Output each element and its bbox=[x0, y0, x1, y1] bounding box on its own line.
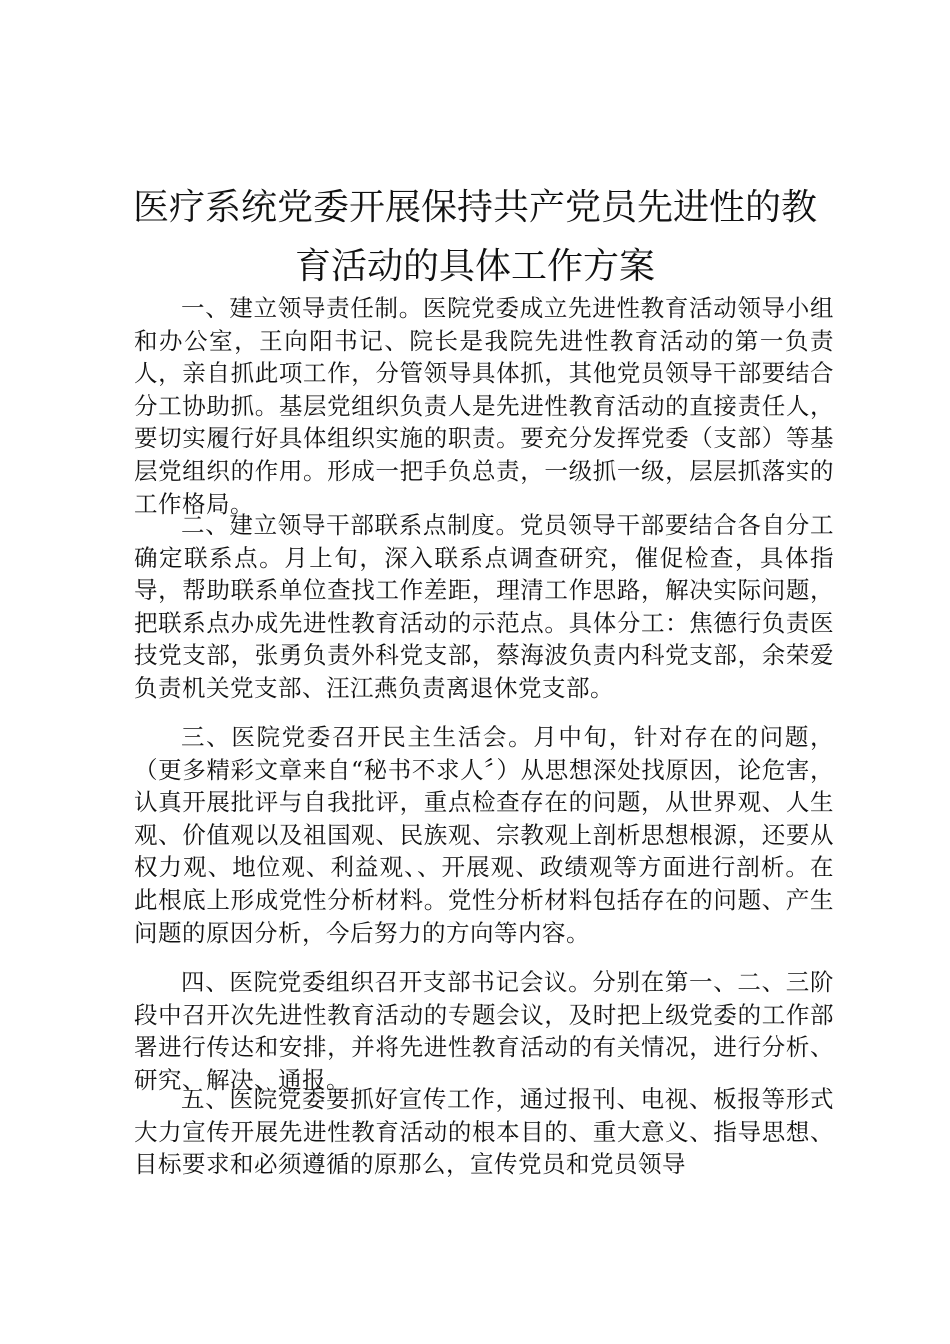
document-title-line-2: 育活动的具体工作方案 bbox=[294, 246, 655, 287]
paragraph-leadership-responsibility: 一、建立领导责任制。医院党委成立先进性教育活动领导小组和办公室，王向阳书记、院长是我院先进性教育活动的第一负责人，亲自抓此项工作，分管领导具体抓，其他党员领导干部要结合分工协助抓。基层党组织负责人是先进性教育活动的直接责任人，要切实履行好具体组织实施的职责。要充分发挥党委（支部）等基层党组织的作用。形成一把手负总责，一级抓一级，层层抓落实的工作格局。 bbox=[134, 294, 834, 518]
paragraph-publicity-work: 五、医院党委要抓好宣传工作，通过报刊、电视、板报等形式大力宣传开展先进性教育活动的根本目的、重大意义、指导思想、目标要求和必须遵循的原那么，宣传党员和党员领导 bbox=[134, 1085, 834, 1179]
paragraph-democratic-life-meeting: 三、医院党委召开民主生活会。月中旬，针对存在的问题，（更多精彩文章来自“秘书不求人〞）从思想深处找原因，论危害，认真开展批评与自我批评，重点检查存在的问题，从世界观、人生观、价值观以及祖国观、民族观、宗教观上剖析思想根源，还要从权力观、地位观、利益观、、开展观、政绩观等方面进行剖析。在此根底上形成党性分析材料。党性分析材料包括存在的问题、产生问题的原因分析，今后努力的方向等内容。 bbox=[134, 723, 834, 947]
document-title-line-1: 医疗系统党委开展保持共产党员先进性的教 bbox=[132, 187, 817, 228]
paragraph-branch-secretary-meeting: 四、医院党委组织召开支部书记会议。分别在第一、二、三阶段中召开次先进性教育活动的专题会议，及时把上级党委的工作部署进行传达和安排，并将先进性教育活动的有关情况，进行分析、研究、解决、通报。 bbox=[134, 968, 834, 1094]
paragraph-contact-point-system: 二、建立领导干部联系点制度。党员领导干部要结合各自分工确定联系点。月上旬，深入联系点调查研究，催促检查，具体指导，帮助联系单位查找工作差距，理清工作思路，解决实际问题，把联系点办成先进性教育活动的示范点。具体分工：焦德行负责医技党支部，张勇负责外科党支部，蔡海波负责内科党支部，余荣爱负责机关党支部、汪江燕负责离退休党支部。 bbox=[134, 511, 834, 702]
